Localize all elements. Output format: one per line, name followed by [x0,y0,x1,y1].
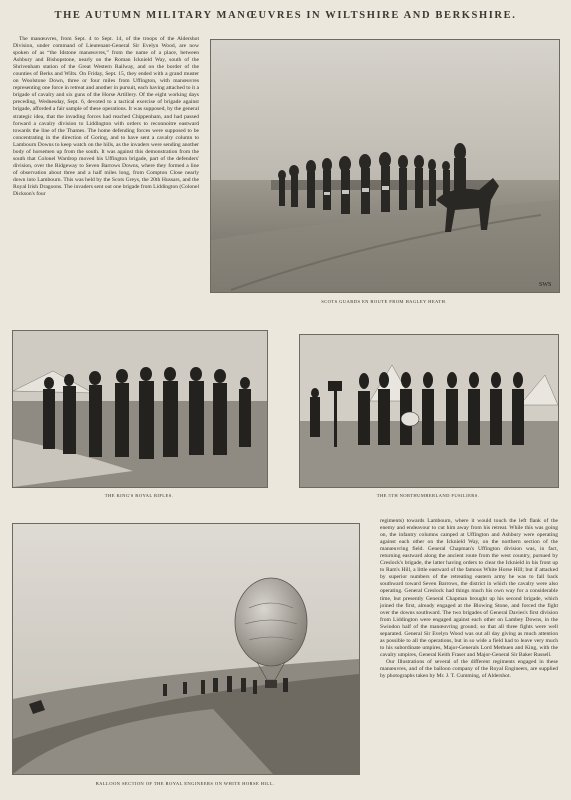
scots-guards-illustration [211,40,559,292]
photo-signature: SWS [539,282,552,288]
photo-northumberland-fusiliers [299,334,559,488]
caption-scots-guards: SCOTS GUARDS EN ROUTE FROM HAGLEY HEATH. [321,299,447,304]
caption-balloon-section: BALLOON SECTION OF THE ROYAL ENGINEERS ON WHITE HORSE HILL. [95,781,275,786]
photo-kings-royal-rifles [12,330,268,488]
northumberland-illustration [300,335,558,487]
article-paragraph: The manœuvres, from Sept. 4 to Sept. 14, of the troops of the Aldershot Division, under command of Lieutenant-General Sir Evelyn Wood, are now spoken of as “the Idstone manœuvres,” from the name of a place, between Ashbury and Bishopstone, nearly on the Roman Icknield Way, south of the Shrivenham station of the Great Western Railway, and on the border of the counties of Berks and Wilts. On Friday, Sept. 15, they ended with a grand muster on Woolstone Down, three or four miles from Uffington, with manœuvres representing one force in retreat and another in pursuit, each having attached to it a brigade of cavalry and six guns of the Horse Artillery. Of the eight working days preceding, Wednesday, Sept. 6, devoted to a tactical exercise of brigade against brigade, afforded a fair sample of these operations. It was supposed, by the general strategic idea, that the invading forces had reached Chippenham, and had passed forward a cavalry division to Liddington with orders to reconnoitre eastward towards the line of the Thames. The home defending forces were supposed to be concentrating in the direction of Goring, and to have sent a cavalry column to Lambourn Downs to keep watch on the hills, as the invaders were sending another body of horsemen up from the south. It was against this demonstration from the south that Colonel Wardrop moved his Uffington brigade, part of the defenders' division, over the Ridgeway to Seven Barrows Downs, where they formed a line of observation about three and a half miles long, from Compton Close nearly down into Lambourn. This was held by the Scots Greys, the 20th Hussars, and the Royal Irish Dragoons. The invaders sent out one brigade from Liddington (Colonel Dickson's four [13,36,199,198]
photo-scots-guards [210,39,560,293]
caption-kings-royal-rifles: THE KING'S ROYAL RIFLES. [104,493,174,498]
page-title: THE AUTUMN MILITARY MANŒUVRES IN WILTSHIRE AND BERKSHIRE. [54,10,517,21]
article-column-right [380,518,558,786]
photo-balloon-section [12,523,360,775]
article-paragraph-continued: regiments) towards Lambourn, where it would touch the left flank of the enemy and endeavour to cut him away from his retreat. While this was going on, the infantry columns camped at Uffington and Ashbury were operating against each other on the Icknield Way, on the northern section of the manœuvring field. General Chapman's Uffington division was, in fact, returning eastward along the ancient route from the west country, pursued by Creslock's brigade, the latter having orders to clear the Icknield in his front up to Ram's Hill, a little eastward of the famous White Horse Hill; but if attacked by superior numbers of the retreating eastern army he was to fall back southward toward Seven Barrows, the district in which the cavalry were also operating. General Creslock had things much his own way for a considerable time, but presently General Chapman brought up his second brigade, which joined the first, already engaged at the Blowing Stone, and forced the fight over the downs southward. The two brigades of General Davies's first division from Liddington were engaged against each other on Lambey Downs, in the Swindon half of the manœuvring ground; so that all three fights were well separated. General Sir Evelyn Wood was out all day giving as much attention as possible to all the operations, but in so wide a field had to leave very much to his subordinate umpires, Major-Generals Lord Methuen and King, with the cavalry umpires, General Keith Fraser and Major-General Sir Baker Russell. [380,518,558,658]
article-column-left [13,36,199,308]
article-paragraph-credits: Our Illustrations of several of the different regiments engaged in these manœuvres, and of the balloon company of the Royal Engineers, are supplied by photographs taken by Mr. J. T. Cumming, of Aldershot. [380,658,558,680]
caption-northumberland-fusiliers: THE 5TH NORTHUMBERLAND FUSILIERS. [376,493,480,498]
kings-rifles-illustration [13,331,267,487]
balloon-illustration [13,524,359,774]
